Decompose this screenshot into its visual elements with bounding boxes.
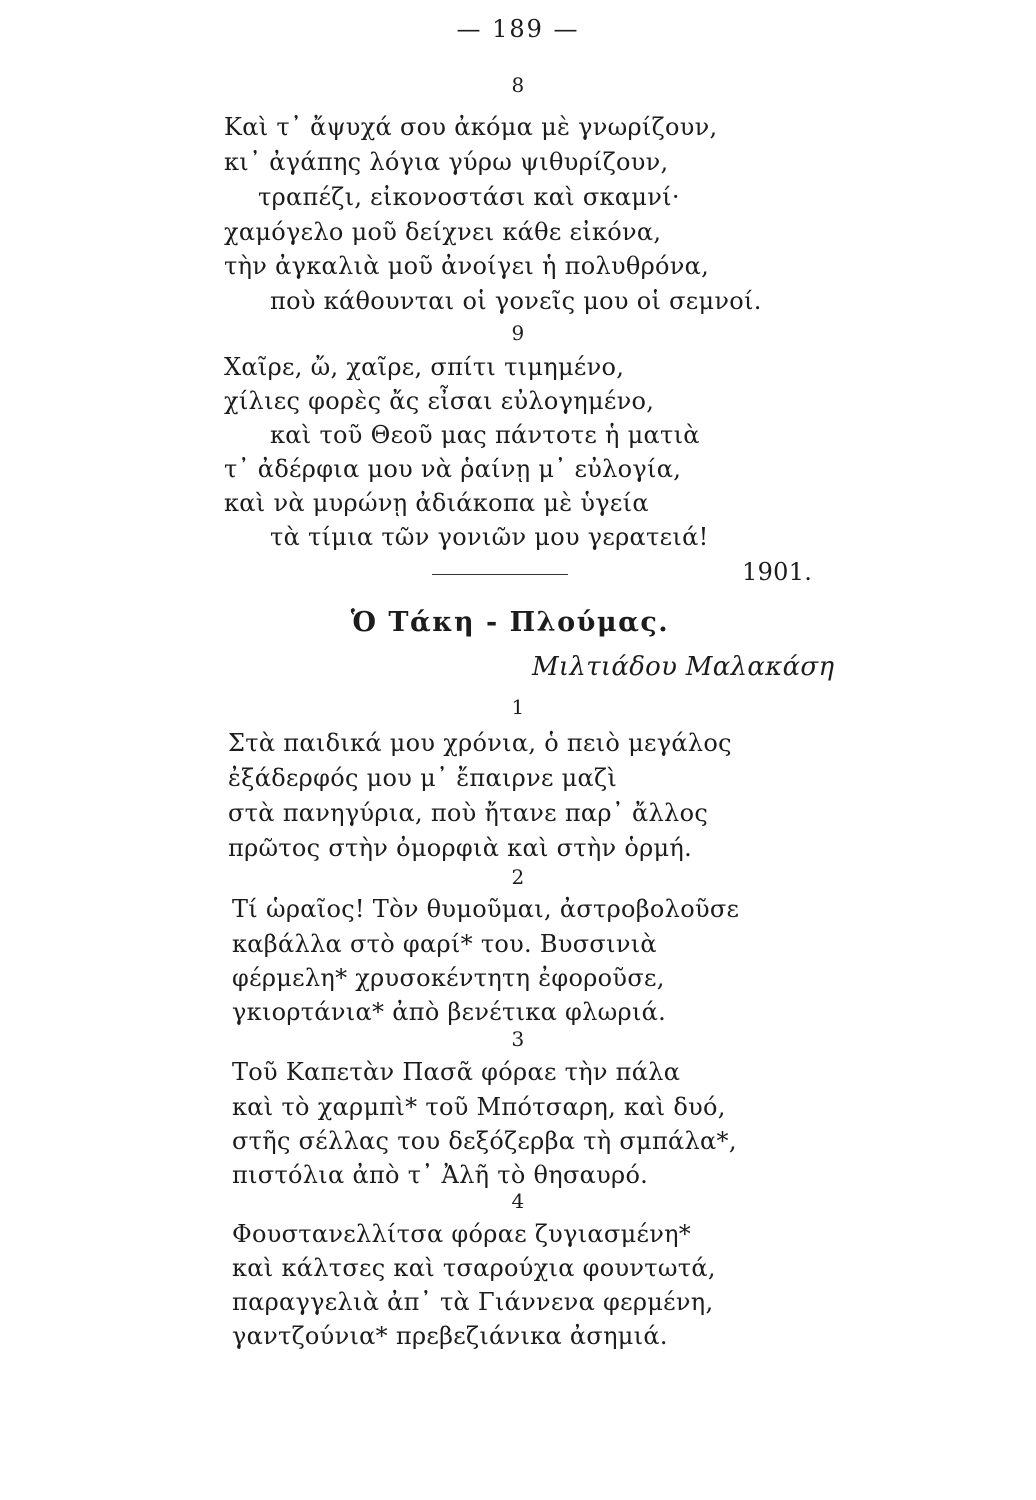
verse-line: καὶ τοῦ Θεοῦ μας πάντοτε ἡ ματιὰ [270,421,700,449]
verse-line: κι᾽ ἀγάπης λόγια γύρω ψιθυρίζουν, [224,148,669,176]
verse-line: Στὰ παιδικά μου χρόνια, ὁ πειὸ μεγάλος [228,729,732,757]
stanza-number: 9 [511,321,525,345]
poem-date: 1901. [742,558,813,586]
verse-line: τ᾽ ἀδέρφια μου νὰ ῥαίνῃ μ᾽ εὐλογία, [224,455,682,483]
section-divider [432,574,568,575]
verse-line: Καὶ τ᾽ ἄψυχά σου ἀκόμα μὲ γνωρίζουν, [224,113,718,141]
verse-line: καὶ νὰ μυρώνῃ ἀδιάκοπα μὲ ὑγεία [224,489,649,517]
verse-line: τραπέζι, εἰκονοστάσι καὶ σκαμνί· [258,183,680,211]
stanza-number: 2 [511,865,525,889]
stanza-number: 4 [511,1189,525,1213]
verse-line: φέρμελη* χρυσοκέντητη ἐφοροῦσε, [232,964,665,992]
verse-line: Τί ὡραῖος! Τὸν θυμοῦμαι, ἀστροβολοῦσε [232,895,740,923]
verse-line: τὰ τίμια τῶν γονιῶν μου γερατειά! [270,523,709,551]
verse-line: στῆς σέλλας του δεξόζερβα τὴ σμπάλα*, [232,1127,737,1155]
verse-line: χίλιες φορὲς ἄς εἶσαι εὐλογημένο, [224,387,655,415]
stanza-number: 1 [511,695,525,719]
verse-line: πρῶτος στὴν ὀμορφιὰ καὶ στὴν ὁρμή. [228,834,693,862]
verse-line: Τοῦ Καπετὰν Πασᾶ φόραε τὴν πάλα [232,1058,681,1086]
poem-title: Ὁ Τάκη - Πλούμας. [350,607,670,638]
verse-line: στὰ πανηγύρια, ποὺ ἤτανε παρ᾽ ἄλλος [228,799,709,827]
verse-line: παραγγελιὰ ἀπ᾽ τὰ Γιάννενα φερμένη, [232,1288,714,1316]
verse-line: γαντζούνια* πρεβεζιάνικα ἀσημιά. [232,1322,668,1350]
poem-author: Μιλτιάδου Μαλακάση [532,652,835,682]
verse-line: πιστόλια ἀπὸ τ᾽ Ἀλῆ τὸ θησαυρό. [232,1161,649,1189]
verse-line: καὶ κάλτσες καὶ τσαρούχια φουντωτά, [232,1254,716,1282]
verse-line: γκιορτάνια* ἀπὸ βενέτικα φλωριά. [232,998,667,1026]
page-number: — 189 — [456,15,580,43]
verse-line: Φουστανελλίτσα φόραε ζυγιασμένη* [232,1220,692,1248]
stanza-number: 8 [511,73,525,97]
verse-line: ποὺ κάθουνται οἱ γονεῖς μου οἱ σεμνοί. [270,287,762,315]
verse-line: καὶ τὸ χαρμπὶ* τοῦ Μπότσαρη, καὶ δυό, [232,1093,726,1121]
verse-line: Χαῖρε, ὤ, χαῖρε, σπίτι τιμημένο, [224,353,625,381]
verse-line: ἐξάδερφός μου μ᾽ ἔπαιρνε μαζὶ [228,764,618,792]
stanza-number: 3 [511,1027,525,1051]
verse-line: τὴν ἀγκαλιὰ μοῦ ἀνοίγει ἡ πολυθρόνα, [224,252,710,280]
verse-line: καβάλλα στὸ φαρί* του. Βυσσινιὰ [232,930,657,958]
verse-line: χαμόγελο μοῦ δείχνει κάθε εἰκόνα, [224,218,662,246]
